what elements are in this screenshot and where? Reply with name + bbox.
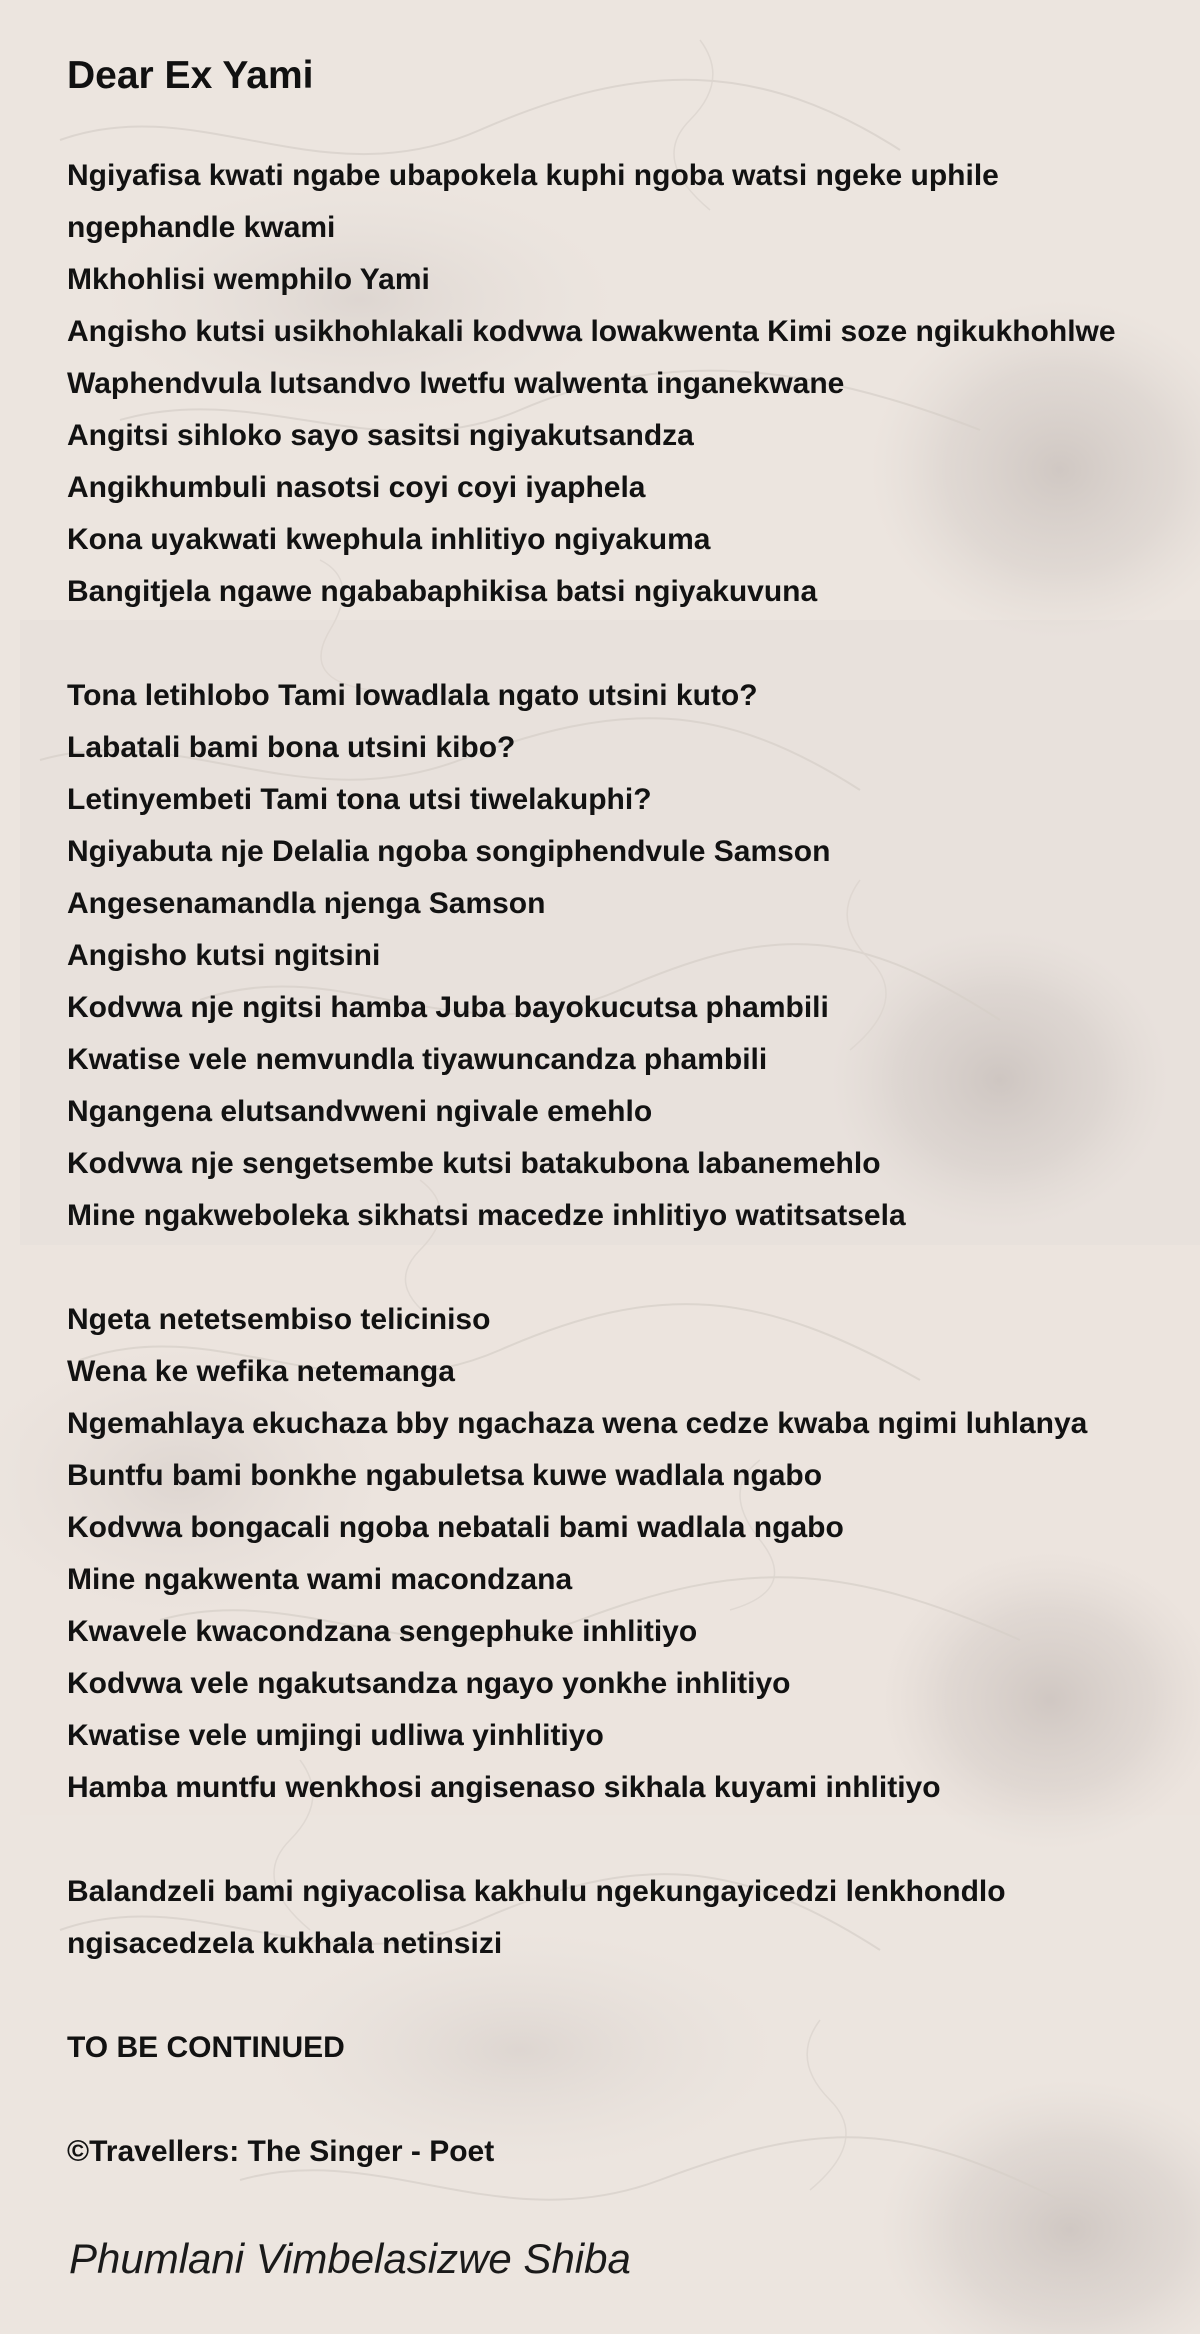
poem-line: Kwavele kwacondzana sengephuke inhlitiyo — [67, 1615, 698, 1648]
poem-line: Kodvwa vele ngakutsandza ngayo yonkhe inhlitiyo — [67, 1667, 791, 1700]
poem-container — [67, 0, 1200, 2334]
copyright-line: ©Travellers: The Singer - Poet — [67, 2135, 495, 2168]
poem-line: ngephandle kwami — [67, 211, 336, 244]
poem-line: Kodvwa bongacali ngoba nebatali bami wadlala ngabo — [67, 1511, 844, 1544]
poem-line: Ngeta netetsembiso teliciniso — [67, 1303, 491, 1336]
poem-line: Mine ngakwenta wami macondzana — [67, 1563, 573, 1596]
poem-line: Wena ke wefika netemanga — [67, 1355, 455, 1388]
poem-line: Bangitjela ngawe ngababaphikisa batsi ngiyakuvuna — [67, 575, 818, 608]
poem-line: Mkhohlisi wemphilo Yami — [67, 263, 430, 296]
poem-line: Angesenamandla njenga Samson — [67, 887, 546, 920]
poem-line: Angikhumbuli nasotsi coyi coyi iyaphela — [67, 471, 646, 504]
poem-line: Kwatise vele umjingi udliwa yinhlitiyo — [67, 1719, 604, 1752]
poem-line: Kwatise vele nemvundla tiyawuncandza phambili — [67, 1043, 768, 1076]
poem-line: Angisho kutsi ngitsini — [67, 939, 381, 972]
poem-line: Tona letihlobo Tami lowadlala ngato utsini kuto? — [67, 679, 758, 712]
poem-title: Dear Ex Yami — [67, 54, 314, 97]
poem-line: Ngemahlaya ekuchaza bby ngachaza wena cedze kwaba ngimi luhlanya — [67, 1407, 1088, 1440]
poem-line: Waphendvula lutsandvo lwetfu walwenta inganekwane — [67, 367, 845, 400]
poem-line: Angitsi sihloko sayo sasitsi ngiyakutsandza — [67, 419, 694, 452]
poem-line: Kodvwa nje ngitsi hamba Juba bayokucutsa phambili — [67, 991, 829, 1024]
author-name: Phumlani Vimbelasizwe Shiba — [69, 2235, 631, 2282]
poem-line: Buntfu bami bonkhe ngabuletsa kuwe wadlala ngabo — [67, 1459, 823, 1492]
poem-line: Kona uyakwati kwephula inhlitiyo ngiyakuma — [67, 523, 711, 556]
poem-line: Kodvwa nje sengetsembe kutsi batakubona labanemehlo — [67, 1147, 881, 1180]
poem-line: Labatali bami bona utsini kibo? — [67, 731, 516, 764]
poem-line: Letinyembeti Tami tona utsi tiwelakuphi? — [67, 783, 652, 816]
poem-line: Hamba muntfu wenkhosi angisenaso sikhala kuyami inhlitiyo — [67, 1771, 941, 1804]
poem-line: Balandzeli bami ngiyacolisa kakhulu ngekungayicedzi lenkhondlo — [67, 1875, 1006, 1908]
poem-line: Mine ngakweboleka sikhatsi macedze inhlitiyo watitsatsela — [67, 1199, 906, 1232]
poem-line: Ngiyabuta nje Delalia ngoba songiphendvule Samson — [67, 835, 831, 868]
poem-line: Ngangena elutsandvweni ngivale emehlo — [67, 1095, 653, 1128]
poem-line: ngisacedzela kukhala netinsizi — [67, 1927, 503, 1960]
to-be-continued: TO BE CONTINUED — [67, 2031, 345, 2064]
poem-line: Angisho kutsi usikhohlakali kodvwa lowakwenta Kimi soze ngikukhohlwe — [67, 315, 1116, 348]
poem-line: Ngiyafisa kwati ngabe ubapokela kuphi ngoba watsi ngeke uphile — [67, 159, 999, 192]
